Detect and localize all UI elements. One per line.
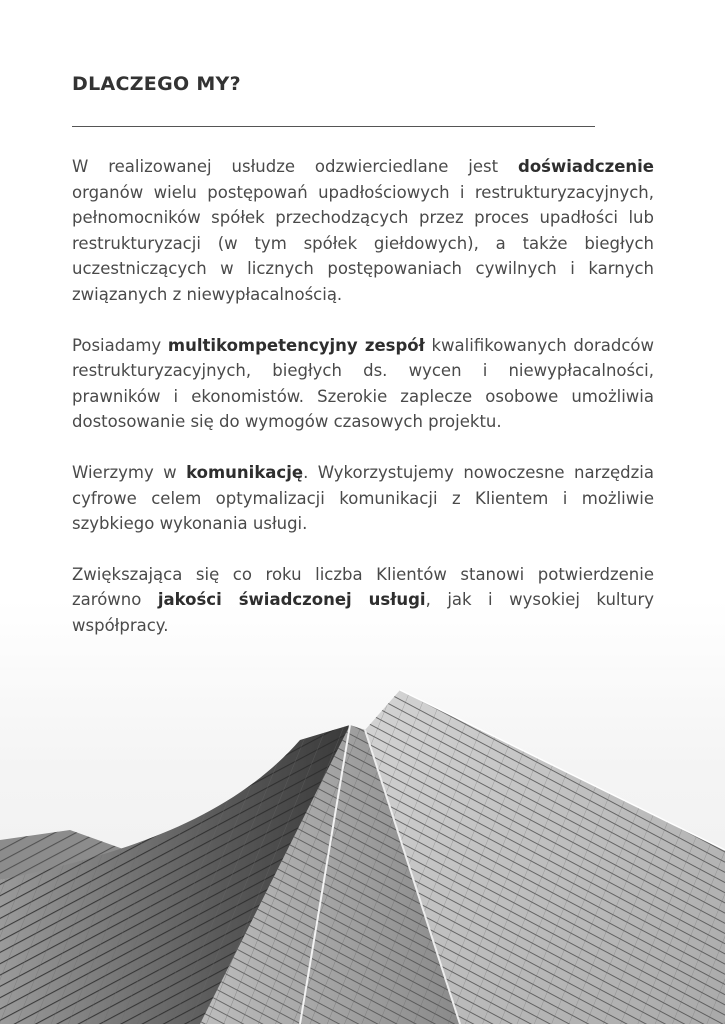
paragraph-quality: Zwiększająca się co roku liczba Klientów stanowi potwierdzenie zarówno jakości świadczonej usługi, jak i wysokiej kultury współpracy.: [72, 564, 654, 635]
paragraph-experience: W realizowanej usłudze odzwierciedlane jest doświadczenie organów wielu postępowań upadłościowych i restrukturyzacyjnych, pełnomocników spółek przechodzących przez proces upadłości lub restrukturyzacji (w tym spółek giełdowych), a także biegłych uczestniczących w licznych postępowaniach cywilnych i karnych związanych z niewypłacalnością.: [72, 157, 654, 304]
paragraph-communication: Wierzymy w komunikację. Wykorzystujemy nowoczesne narzędzia cyfrowe celem optymalizacji komunikacji z Klientem i możliwie szybkiego wykonania usługi.: [72, 462, 654, 534]
highlight-communication: komunikację: [186, 462, 304, 482]
content: [72, 72, 654, 664]
highlight-quality: jakości świadczonej usługi: [157, 590, 426, 610]
divider: [72, 126, 595, 127]
highlight-team: multikompetencyjny zespół: [167, 335, 425, 355]
highlight-experience: doświadczenie: [518, 157, 654, 176]
page-title: DLACZEGO MY?: [72, 73, 241, 95]
paragraph-team: Posiadamy multikompetencyjny zespół kwalifikowanych doradców restrukturyzacyjnych, biegłych ds. wycen i niewypłacalności, prawników i ekonomistów. Szerokie zaplecze osobowe umożliwia dostosowanie się do wymogów czasowych projektu.: [72, 335, 654, 432]
skyscraper-image: [0, 680, 725, 1024]
